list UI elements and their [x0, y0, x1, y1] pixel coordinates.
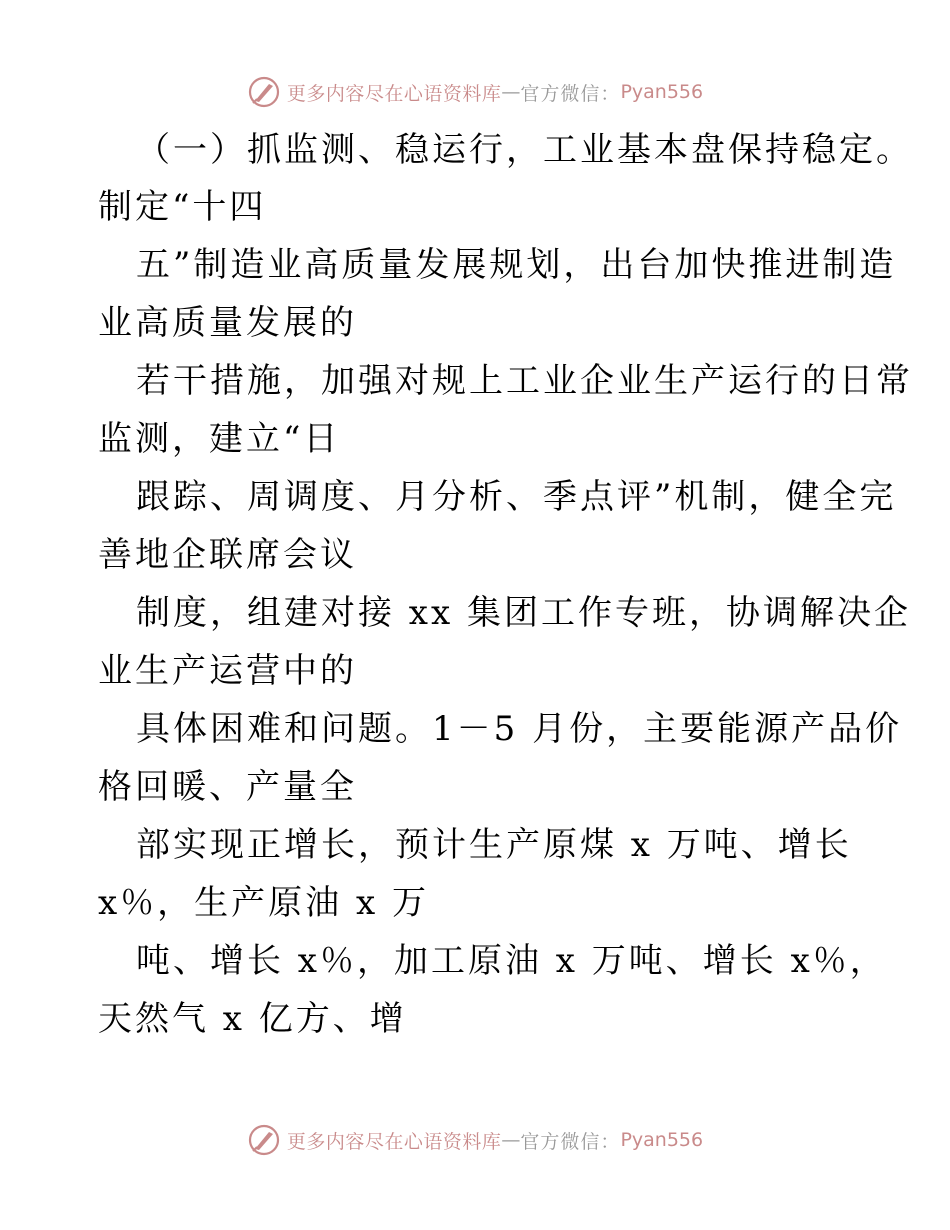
body-line: x％，生产原油 x 万 [98, 883, 429, 923]
body-line: 制度，组建对接 xx 集团工作专班，协调解决企 [136, 593, 911, 633]
watermark-wechat-id: Pyan556 [620, 81, 704, 103]
body-line: 若干措施，加强对规上工业企业生产运行的日常 [136, 361, 913, 401]
body-line: 天然气 x 亿方、增 [98, 999, 407, 1039]
body-line: 吨、增长 x％，加工原油 x 万吨、增长 x％， [136, 941, 887, 981]
watermark-separator: — [501, 1129, 521, 1151]
header-watermark [0, 72, 950, 112]
body-line: 业高质量发展的 [98, 303, 357, 343]
body-line: 具体困难和问题。1－5 月份，主要能源产品价 [136, 709, 903, 749]
body-line: 跟踪、周调度、月分析、季点评”机制，健全完 [136, 477, 897, 517]
watermark-site-text: 更多内容尽在心语资料库 [286, 82, 502, 105]
watermark-wechat-label: 官方微信： [520, 82, 621, 105]
watermark-site-text: 更多内容尽在心语资料库 [286, 1130, 502, 1153]
watermark-wechat-id: Pyan556 [620, 1129, 704, 1151]
feather-pen-icon [247, 75, 281, 109]
body-line: （一）抓监测、稳运行，工业基本盘保持稳定。 [136, 130, 913, 170]
watermark-separator: — [501, 81, 521, 103]
body-line: 格回暖、产量全 [98, 767, 357, 807]
body-line: 善地企联席会议 [98, 535, 357, 575]
feather-pen-icon [247, 1123, 281, 1157]
body-line: 制定“十四 [98, 187, 267, 227]
body-line: 业生产运营中的 [98, 651, 357, 691]
body-line: 监测，建立“日 [98, 419, 341, 459]
watermark-wechat-label: 官方微信： [520, 1130, 621, 1153]
body-line: 五”制造业高质量发展规划，出台加快推进制造 [136, 245, 897, 285]
footer-watermark [0, 1120, 950, 1160]
body-line: 部实现正增长，预计生产原煤 x 万吨、增长 [136, 825, 852, 865]
